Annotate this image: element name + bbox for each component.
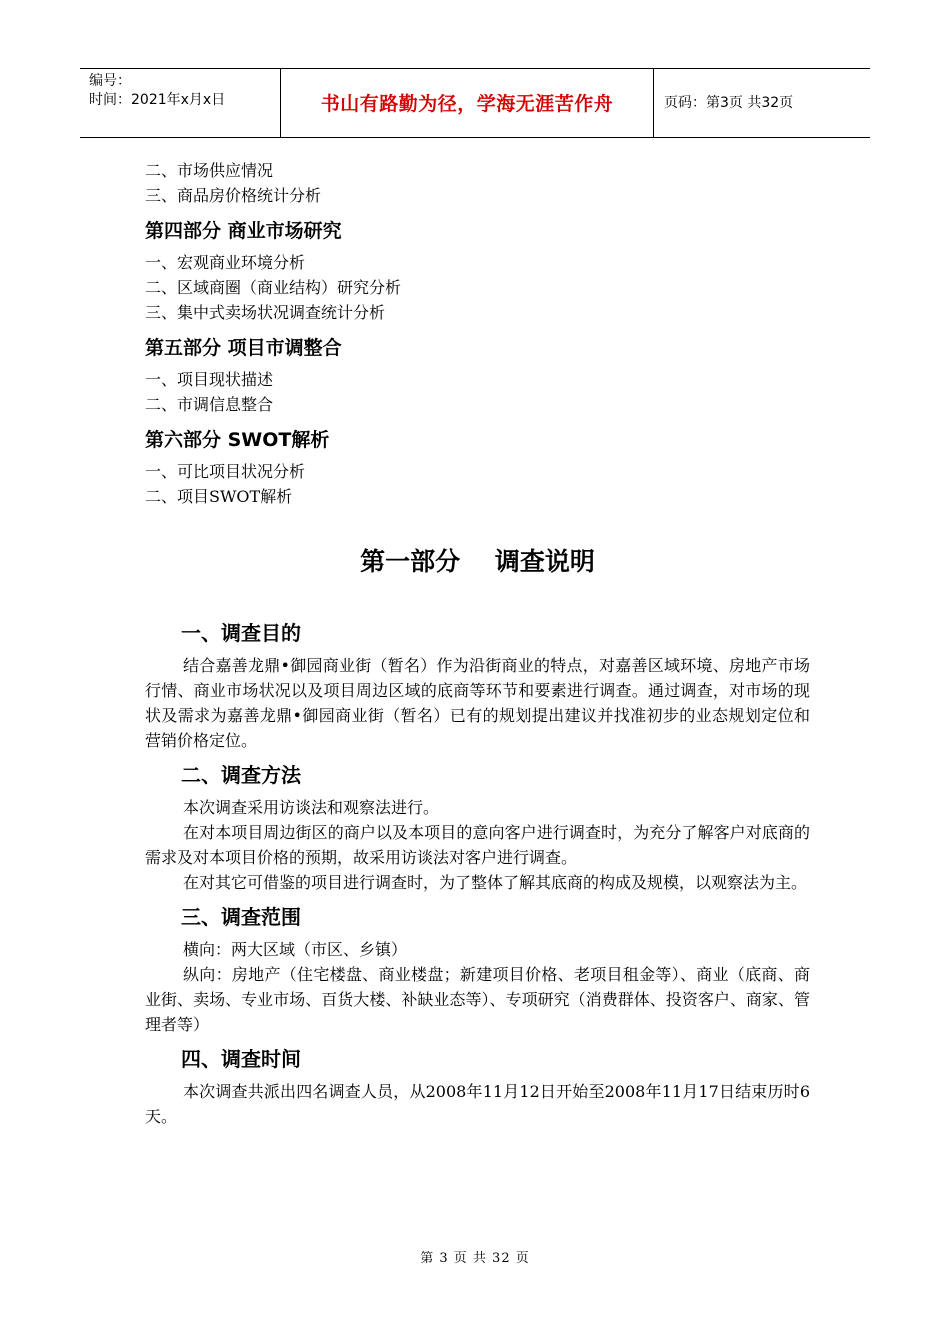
toc-item: 二、项目SWOT解析 <box>145 487 293 506</box>
section-scope <box>145 903 810 1037</box>
toc-part-heading: 第六部分 SWOT解析 <box>145 429 330 451</box>
toc-item: 三、商品房价格统计分析 <box>145 186 322 205</box>
toc-item: 二、市调信息整合 <box>145 395 274 414</box>
document-time-label: 时间：2021年x月x日 <box>89 92 226 108</box>
document-number-label: 编号： <box>89 73 131 89</box>
paragraph: 纵向：房地产（住宅楼盘、商业楼盘；新建项目价格、老项目租金等）、商业（底商、商业街、卖场、专业市场、百货大楼、补缺业态等）、专项研究（消费群体、投资客户、商家、管理者等） <box>145 965 810 1034</box>
toc-item: 二、区域商圈（商业结构）研究分析 <box>145 278 402 297</box>
header-motto-cell <box>281 69 654 137</box>
section-time <box>145 1045 810 1129</box>
page-header <box>80 68 870 138</box>
toc-item: 二、市场供应情况 <box>145 161 274 180</box>
toc-item: 一、宏观商业环境分析 <box>145 253 306 272</box>
header-page-cell <box>654 69 870 137</box>
paragraph: 横向：两大区域（市区、乡镇） <box>183 940 408 959</box>
section-heading: 四、调查时间 <box>181 1047 301 1071</box>
page-content <box>145 158 810 1129</box>
header-meta-cell <box>80 69 281 137</box>
paragraph: 本次调查共派出四名调查人员，从2008年11月12日开始至2008年11月17日结束历时6天。 <box>145 1082 810 1126</box>
section-purpose <box>145 619 810 753</box>
paragraph: 在对本项目周边街区的商户以及本项目的意向客户进行调查时，为充分了解客户对底商的需求及对本项目价格的预期，故采用访谈法对客户进行调查。 <box>145 823 810 867</box>
section-method <box>145 761 810 895</box>
paragraph: 在对其它可借鉴的项目进行调查时，为了整体了解其底商的构成及规模，以观察法为主。 <box>183 873 808 892</box>
header-page-info: 页码：第3页 共32页 <box>664 95 794 111</box>
part-title: 第一部分 调查说明 <box>360 547 595 576</box>
toc-item: 三、集中式卖场状况调查统计分析 <box>145 303 386 322</box>
section-heading: 三、调查范围 <box>181 905 301 929</box>
toc-part-heading: 第五部分 项目市调整合 <box>145 337 342 359</box>
toc-part-heading: 第四部分 商业市场研究 <box>145 220 342 242</box>
toc-item: 一、可比项目状况分析 <box>145 462 306 481</box>
toc-list <box>145 158 810 509</box>
paragraph: 结合嘉善龙鼎•御园商业街（暂名）作为沿街商业的特点，对嘉善区域环境、房地产市场行情、商业市场状况以及项目周边区域的底商等环节和要素进行调查。通过调查，对市场的现状及需求为嘉善龙鼎•御园商业街（暂名）已有的规划提出建议并找准初步的业态规划定位和营销价格定位。 <box>145 656 810 750</box>
page-footer: 第 3 页 共 32 页 <box>420 1251 530 1266</box>
header-motto: 书山有路勤为径，学海无涯苦作舟 <box>320 93 614 115</box>
paragraph: 本次调查采用访谈法和观察法进行。 <box>183 798 440 817</box>
section-heading: 二、调查方法 <box>181 763 301 787</box>
section-heading: 一、调查目的 <box>181 621 301 645</box>
toc-item: 一、项目现状描述 <box>145 370 274 389</box>
